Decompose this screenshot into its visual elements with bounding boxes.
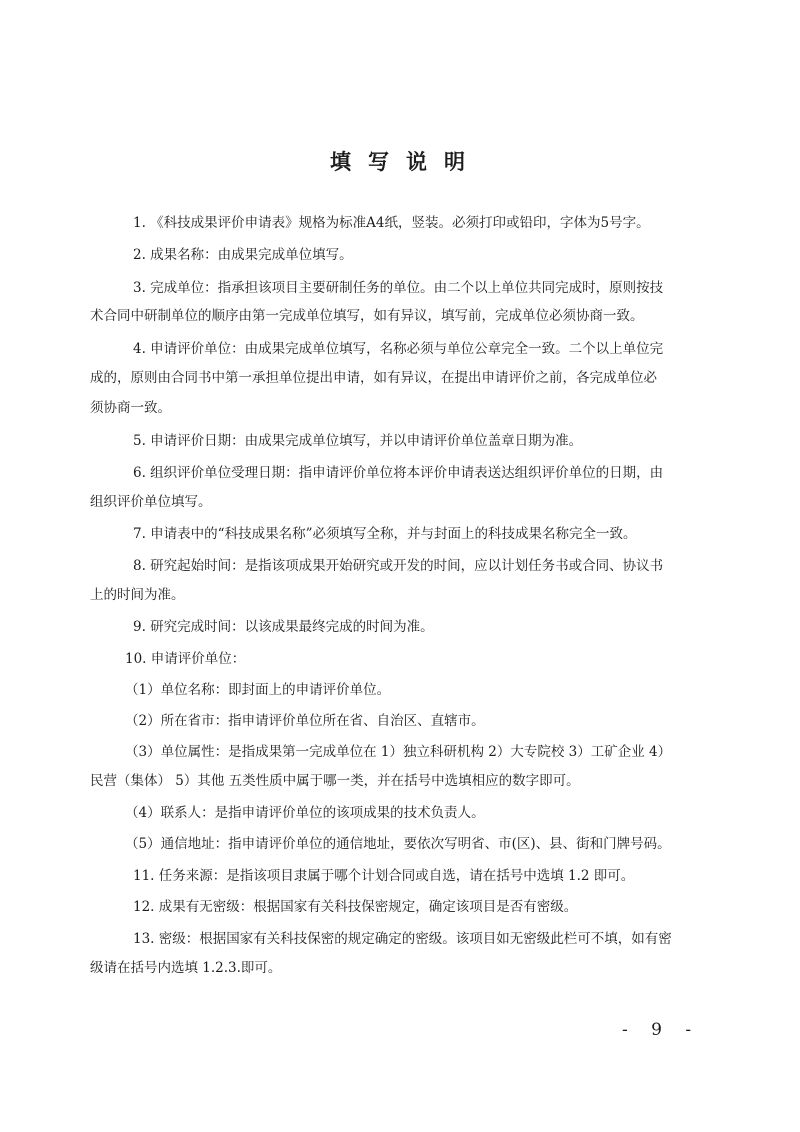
- instruction-line: 10. 申请评价单位：: [125, 651, 246, 667]
- instruction-line: （3）单位属性：是指成果第一完成单位在 1）独立科研机构 2）大专院校 3）工矿企业 4）: [125, 744, 672, 760]
- instruction-line: 1. 《科技成果评价申请表》规格为标准A4纸，竖装。必须打印或铅印，字体为5号字。: [133, 215, 650, 231]
- instruction-line: 民营（集体） 5）其他 五类性质中属于哪一类，并在括号中选填相应的数字即可。: [90, 773, 580, 789]
- instruction-line: 须协商一致。: [90, 400, 171, 416]
- instruction-line: 11. 任务来源：是指该项目隶属于哪个计划合同或自选，请在括号中选填 1.2 即可。: [133, 868, 635, 884]
- instruction-line: 术合同中研制单位的顺序由第一完成单位填写，如有异议，填写前，完成单位必须协商一致。: [90, 308, 644, 324]
- instruction-line: 成的，原则由合同书中第一承担单位提出申请，如有异议，在提出申请评价之前，各完成单位必: [90, 370, 657, 386]
- instruction-line: 3. 完成单位：指承担该项目主要研制任务的单位。由二个以上单位共同完成时，原则按技: [133, 280, 664, 296]
- instruction-line: 13. 密级：根据国家有关科技保密的规定确定的密级。该项目如无密级此栏可不填，如有密: [133, 931, 672, 947]
- instruction-line: 2. 成果名称：由成果完成单位填写。: [133, 247, 353, 263]
- instruction-line: 9. 研究完成时间：以该成果最终完成的时间为准。: [133, 619, 434, 635]
- instruction-line: 5. 申请评价日期：由成果完成单位填写，并以申请评价单位盖章日期为准。: [133, 433, 583, 449]
- instruction-line: 8. 研究起始时间：是指该项成果开始研究或开发的时间，应以计划任务书或合同、协议书: [133, 558, 664, 574]
- instruction-line: 4. 申请评价单位：由成果完成单位填写，名称必须与单位公章完全一致。二个以上单位完: [133, 341, 664, 357]
- instruction-line: （5）通信地址：指申请评价单位的通信地址，要依次写明省、市(区)、县、街和门牌号码。: [125, 836, 671, 852]
- instruction-line: 级请在括号内选填 1.2.3.即可。: [90, 960, 282, 976]
- instruction-line: 上的时间为准。: [90, 587, 185, 603]
- instruction-line: 7. 申请表中的“科技成果名称”必须填写全称，并与封面上的科技成果名称完全一致。: [133, 526, 637, 542]
- instruction-line: （2）所在省市：指申请评价单位所在省、自治区、直辖市。: [125, 713, 485, 729]
- instruction-line: （1）单位名称：即封面上的申请评价单位。: [125, 682, 391, 698]
- instruction-line: 6. 组织评价单位受理日期：指申请评价单位将本评价申请表送达组织评价单位的日期，由: [133, 465, 664, 481]
- instruction-line: （4）联系人：是指申请评价单位的该项成果的技术负责人。: [125, 805, 485, 821]
- page-number: - 9 -: [622, 1020, 701, 1040]
- page-title: 填写说明: [330, 149, 482, 174]
- instruction-line: 组织评价单位填写。: [90, 494, 212, 510]
- instruction-line: 12. 成果有无密级：根据国家有关科技保密规定，确定该项目是否有密级。: [133, 899, 578, 915]
